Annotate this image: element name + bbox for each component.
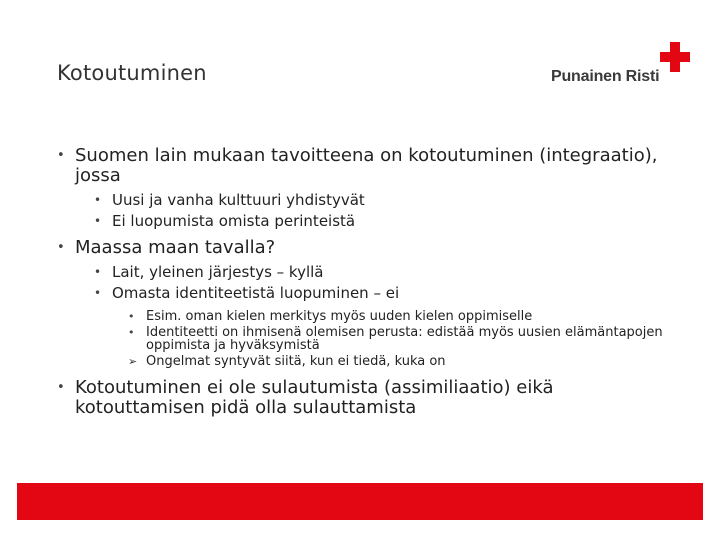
sub-bullet-culture-merge: • Uusi ja vanha kulttuuri yhdistyvät [57,190,687,211]
sub-bullet-identity: • Omasta identiteetistä luopuminen – ei [57,283,687,304]
sub-bullet-keep-traditions: • Ei luopumista omista perinteistä [57,211,687,232]
sub-bullet-laws: • Lait, yleinen järjestys – kyllä [57,262,687,283]
slide-title: Kotoutuminen [57,61,207,85]
subsub-bullet-language: • Esim. oman kielen merkitys myös uuden kielen oppimiselle [57,310,687,323]
bullet-list [57,146,687,418]
footer-red-bar [17,483,703,520]
red-cross-logo-text: Punainen Risti [551,68,660,85]
subsub-bullet-identity-basis: • Identiteetti on ihmisenä olemisen perusta: edistää myös uusien elämäntapojen oppimista ja hyväksymistä [57,326,687,352]
slide-content [57,146,687,421]
bullet-country-custom: • Maassa maan tavalla? [57,238,687,258]
arrow-bullet-problems: ➢ Ongelmat syntyvät siitä, kun ei tiedä, kuka on [57,355,687,368]
red-cross-icon [660,42,690,72]
bullet-assimilation: • Kotoutuminen ei ole sulautumista (assimiliaatio) eikä kotouttamisen pidä olla sulauttamista [57,378,687,418]
bullet-integration: • Suomen lain mukaan tavoitteena on kotoutuminen (integraatio), jossa [57,146,687,186]
